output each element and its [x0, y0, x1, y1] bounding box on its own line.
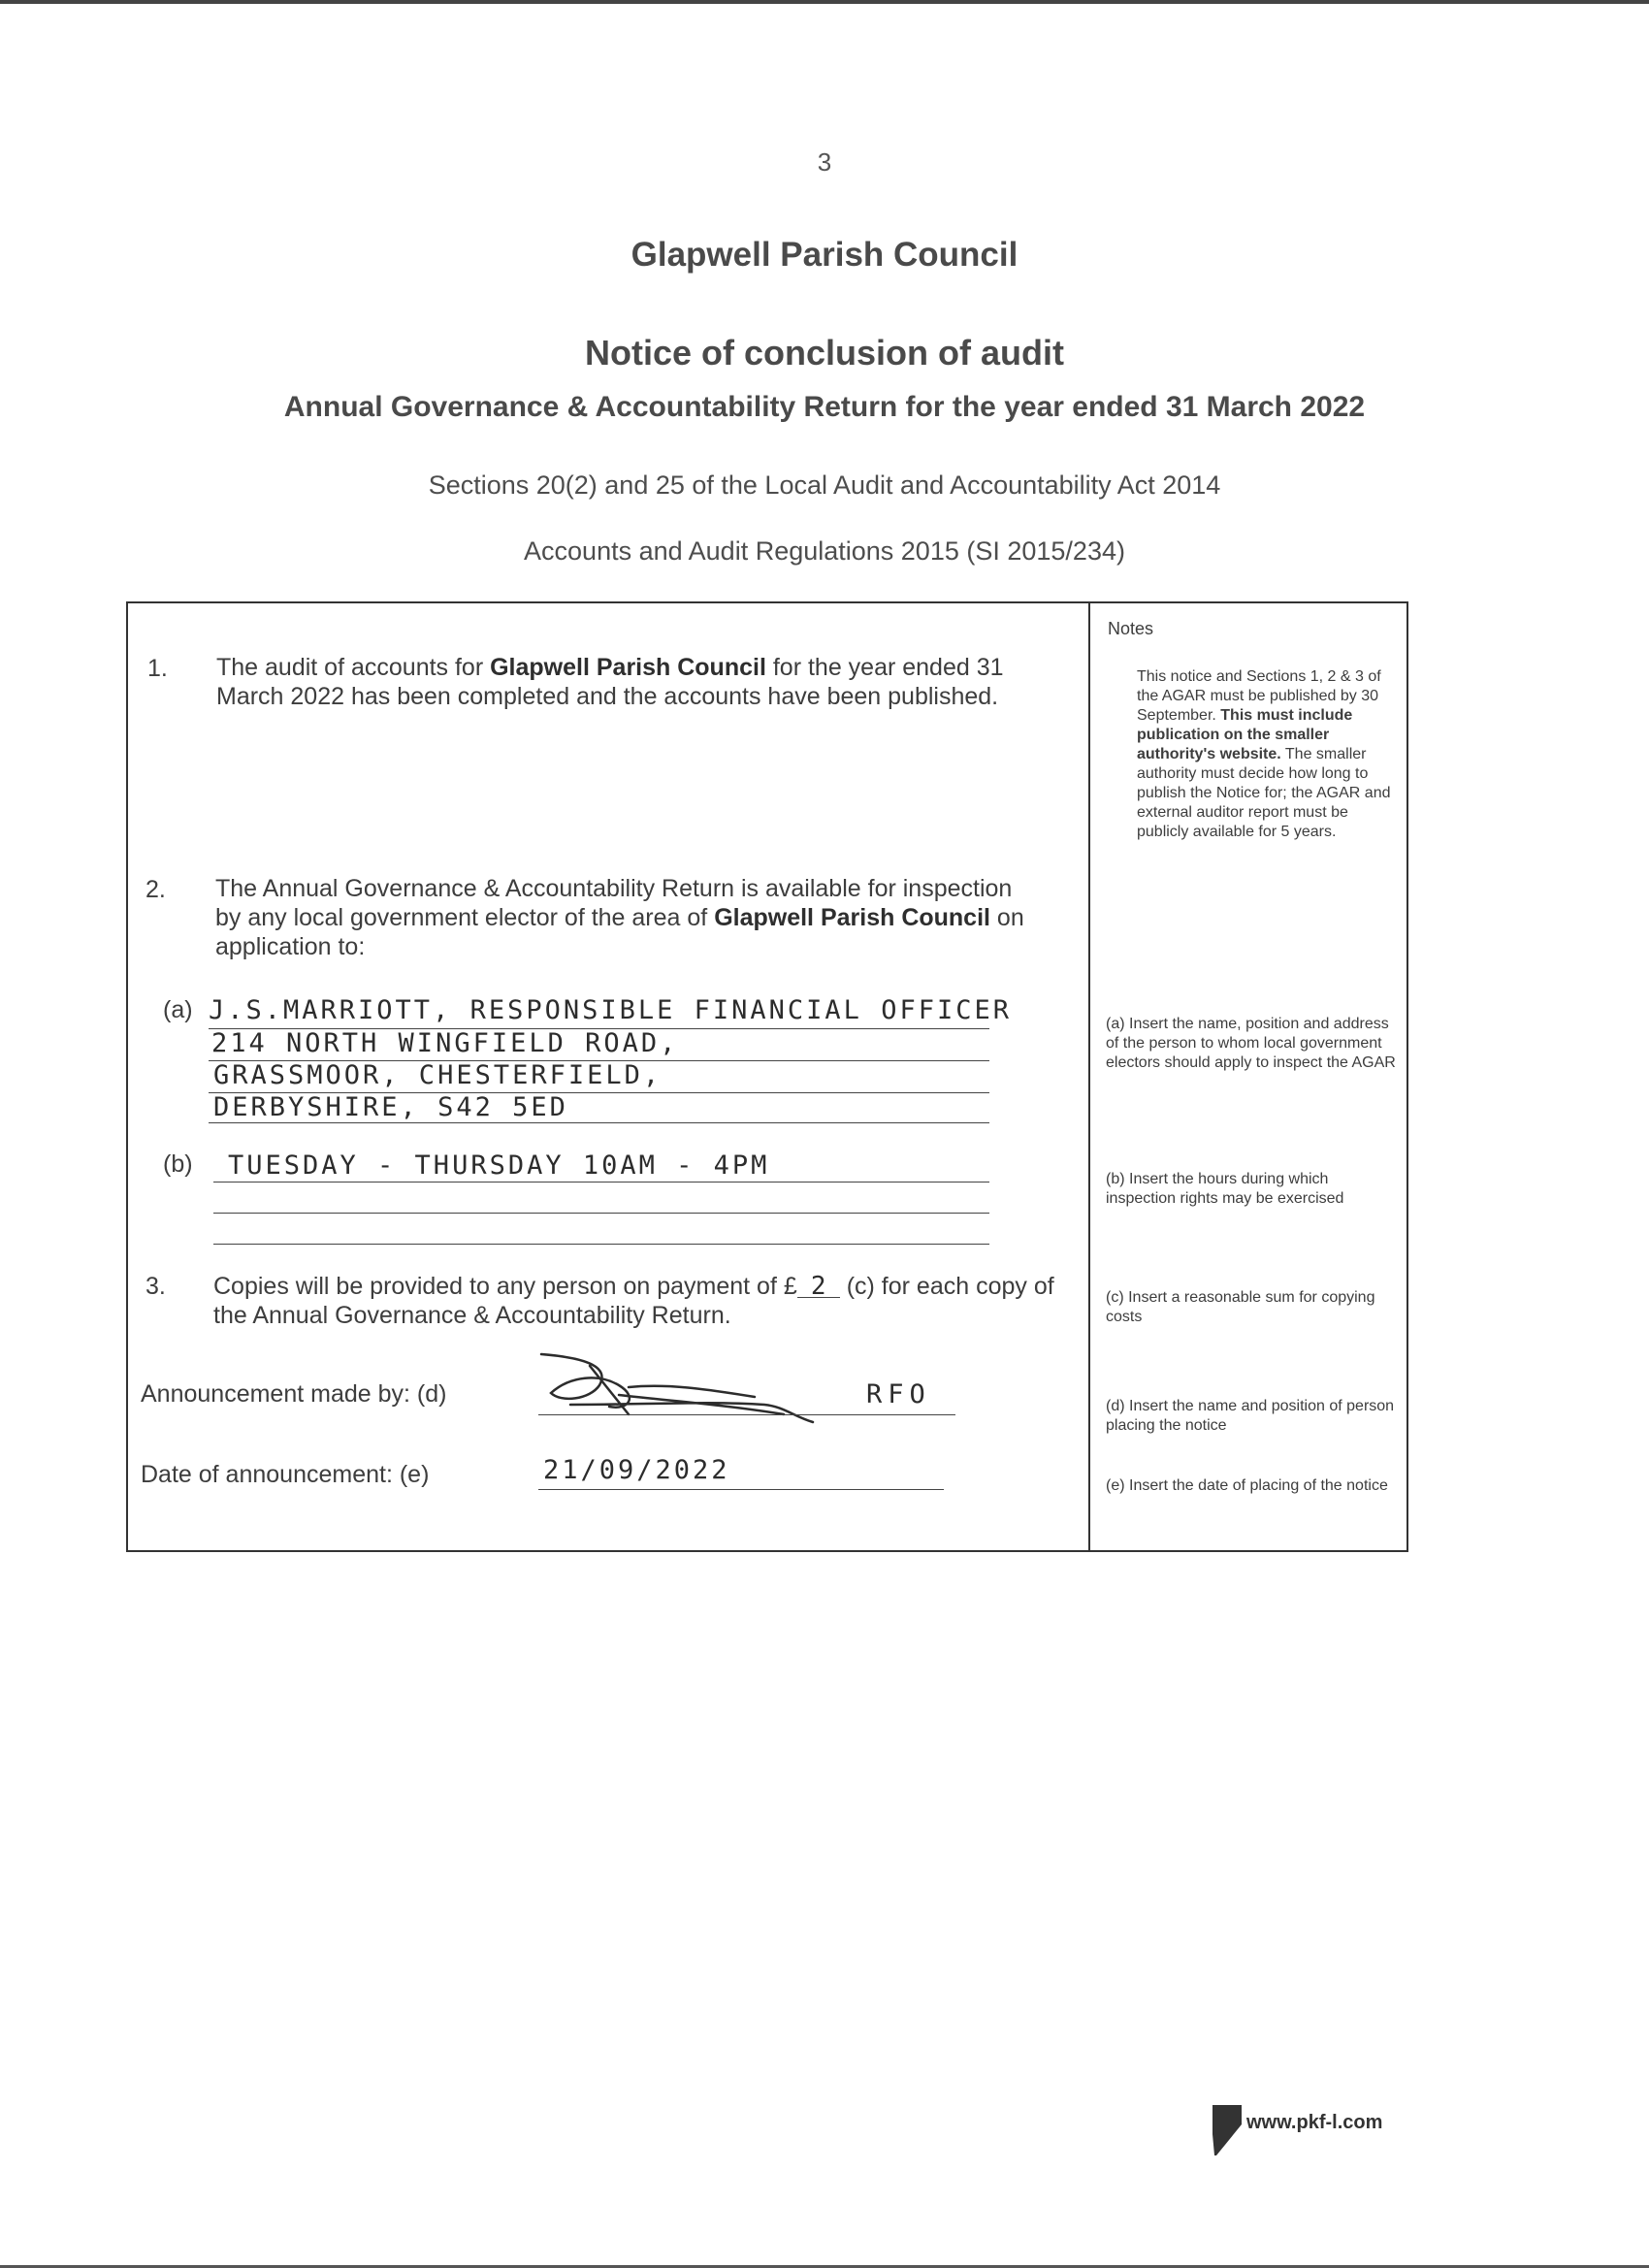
announcement-date: 21/09/2022	[543, 1455, 730, 1485]
pkf-logo-icon	[1212, 2105, 1242, 2160]
announcement-label: Announcement made by: (d)	[141, 1380, 447, 1408]
item-1-text: The audit of accounts for Glapwell Parish Council for the year ended 31 March 2022 has been completed and the accounts have been published.	[216, 654, 1004, 710]
page-number: 3	[817, 147, 832, 177]
inspector-address-line-3: DERBYSHIRE, S42 5ED	[213, 1092, 568, 1122]
notes-column-divider	[1088, 601, 1090, 1552]
copy-charge-amount: 2	[797, 1276, 840, 1298]
item-3-text: Copies will be provided to any person on payment of £ 2 (c) for each copy of the Annual Governance & Accountability Return.	[213, 1272, 1054, 1329]
date-label: Date of announcement: (e)	[141, 1461, 430, 1488]
announcer-position: RFO	[866, 1379, 931, 1409]
notice-title: Notice of conclusion of audit	[585, 333, 1064, 373]
item-b-line-1	[213, 1182, 989, 1183]
item-a-label: (a)	[163, 996, 193, 1023]
signature	[532, 1346, 852, 1424]
item-b-line-3	[213, 1244, 989, 1245]
council-name: Glapwell Parish Council	[630, 236, 1018, 274]
item-2-text: The Annual Governance & Accountability Return is available for inspection by any local government elector of the area of Glapwell Parish Council on application to:	[215, 875, 1024, 960]
date-line	[538, 1489, 944, 1490]
note-general: This notice and Sections 1, 2 & 3 of the AGAR must be published by 30 September. This must include publication on the smaller authority's website. The smaller authority must decide how long to publish the Notice for; the AGAR and external auditor report must be publicly available for 5 years.	[1137, 668, 1391, 840]
item-b-label: (b)	[163, 1150, 193, 1178]
item-2-number: 2.	[146, 876, 166, 903]
signature-scribble	[532, 1346, 852, 1424]
announcement-line	[538, 1414, 955, 1415]
regulations-reference: Accounts and Audit Regulations 2015 (SI 2015/234)	[524, 536, 1125, 566]
item-3-number: 3.	[146, 1273, 166, 1300]
note-c: (c) Insert a reasonable sum for copying costs	[1106, 1289, 1375, 1325]
item-a-line-4	[209, 1122, 989, 1123]
inspector-address-line-2: GRASSMOOR, CHESTERFIELD,	[213, 1060, 663, 1090]
inspection-hours: TUESDAY - THURSDAY 10AM - 4PM	[228, 1150, 770, 1181]
note-b: (b) Insert the hours during which inspection rights may be exercised	[1106, 1171, 1344, 1207]
return-subtitle: Annual Governance & Accountability Return for the year ended 31 March 2022	[283, 391, 1366, 423]
note-a: (a) Insert the name, position and address of the person to whom local government electors should apply to inspect the AGAR	[1106, 1016, 1396, 1071]
inspector-address-line-1: 214 NORTH WINGFIELD ROAD,	[211, 1028, 679, 1058]
item-b-line-2	[213, 1213, 989, 1214]
notes-title: Notes	[1108, 619, 1154, 638]
inspector-name-position: J.S.MARRIOTT, RESPONSIBLE FINANCIAL OFFICER	[209, 995, 1012, 1025]
item-1-number: 1.	[147, 655, 168, 682]
footer-url[interactable]: www.pkf-l.com	[1246, 2112, 1383, 2133]
legislation-reference: Sections 20(2) and 25 of the Local Audit and Accountability Act 2014	[428, 470, 1221, 500]
note-d: (d) Insert the name and position of person placing the notice	[1106, 1398, 1395, 1434]
note-e: (e) Insert the date of placing of the notice	[1106, 1477, 1388, 1494]
scan-top-edge	[0, 0, 1649, 4]
